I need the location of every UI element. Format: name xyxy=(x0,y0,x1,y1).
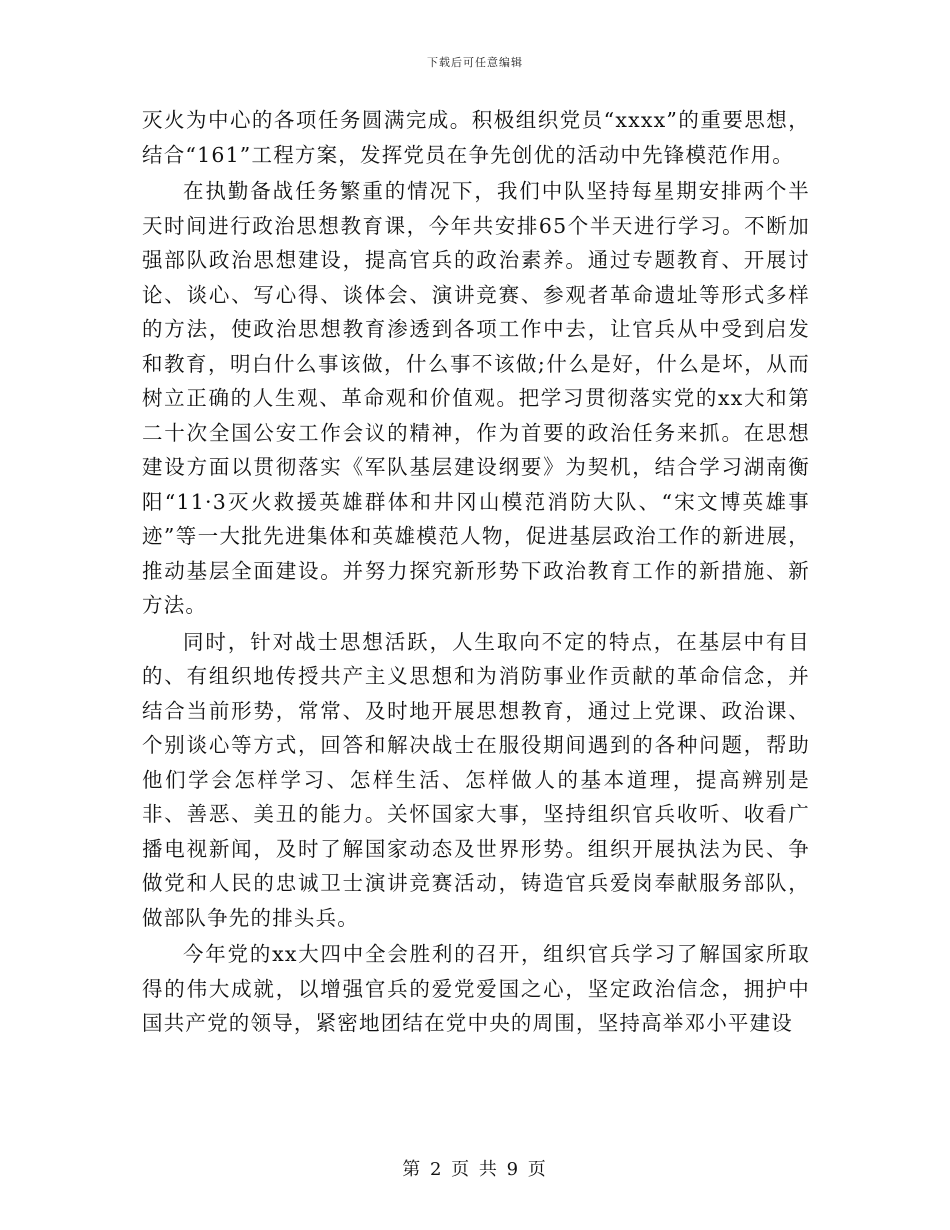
paragraph: 同时，针对战士思想活跃，人生取向不定的特点，在基层中有目的、有组织地传授共产主义思想和为消防事业作贡献的革命信念，并结合当前形势，常常、及时地开展思想教育，通过上党课、政治课、个别谈心等方式，回答和解决战士在服役期间遇到的各种问题，帮助他们学会怎样学习、怎样生活、怎样做人的基本道理，提高辨别是非、善恶、美丑的能力。关怀国家大事，坚持组织官兵收听、收看广播电视新闻，及时了解国家动态及世界形势。组织开展执法为民、争做党和人民的忠诚卫士演讲竞赛活动，铸造官兵爱岗奉献服务部队，做部队争先的排头兵。 xyxy=(142,629,810,930)
paragraph-continuation: 灭火为中心的各项任务圆满完成。积极组织党员“xxxx”的重要思想，结合“161”工程方案，发挥党员在争先创优的活动中先锋模范作用。 xyxy=(142,108,810,167)
header-note: 下载后可任意编辑 xyxy=(427,56,523,69)
document-body xyxy=(142,103,810,1041)
page-number: 第 2 页 共 9 页 xyxy=(402,1159,548,1180)
paragraph: 在执勤备战任务繁重的情况下，我们中队坚持每星期安排两个半天时间进行政治思想教育课，今年共安排65个半天进行学习。不断加强部队政治思想建设，提高官兵的政治素养。通过专题教育、开展讨论、谈心、写心得、谈体会、演讲竞赛、参观者革命遗址等形式多样的方法，使政治思想教育渗透到各项工作中去，让官兵从中受到启发和教育，明白什么事该做，什么事不该做;什么是好，什么是坏，从而树立正确的人生观、革命观和价值观。把学习贯彻落实党的xx大和第二十次全国公安工作会议的精神，作为首要的政治任务来抓。在思想建设方面以贯彻落实《军队基层建设纲要》为契机，结合学习湖南衡阳“11·3灭火救援英雄群体和井冈山模范消防大队、“宋文博英雄事迹”等一大批先进集体和英雄模范人物，促进基层政治工作的新进展，推动基层全面建设。并努力探究新形势下政治教育工作的新措施、新方法。 xyxy=(142,179,810,617)
paragraph: 今年党的xx大四中全会胜利的召开，组织官兵学习了解国家所取得的伟大成就，以增强官兵的爱党爱国之心，坚定政治信念，拥护中国共产党的领导，紧密地团结在党中央的周围，坚持高举邓小平建设 xyxy=(142,942,810,1035)
